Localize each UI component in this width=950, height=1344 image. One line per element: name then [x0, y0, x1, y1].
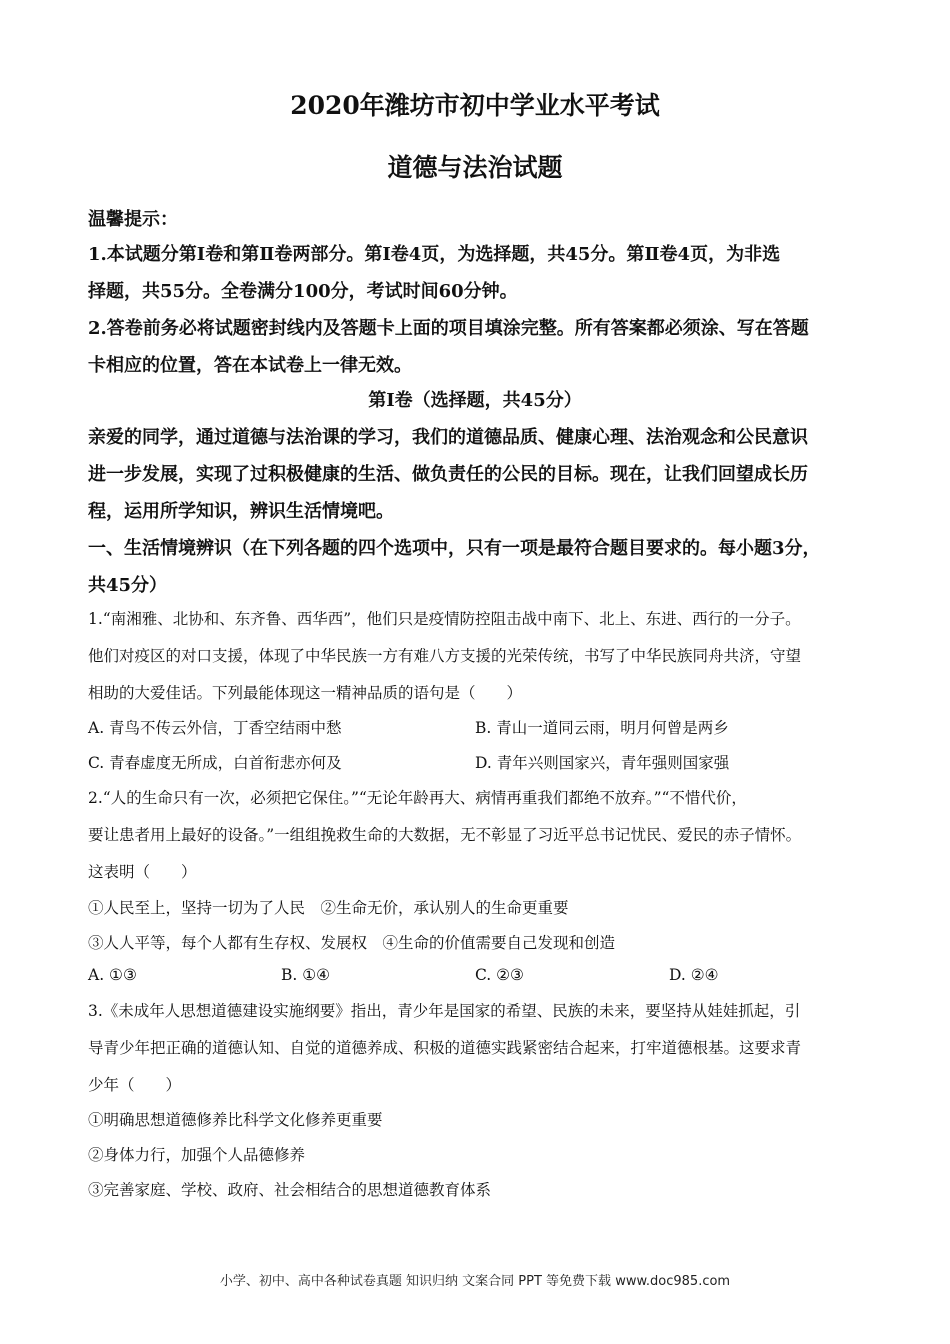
- notice-line: 2.答卷前务必将试题密封线内及答题卡上面的项目填涂完整。所有答案都必须涂、写在答题: [88, 318, 809, 339]
- option-c: C. ②③: [475, 966, 524, 984]
- statement-item: ②身体力行，加强个人品德修养: [88, 1146, 306, 1164]
- question-stem: 相助的大爱佳话。下列最能体现这一精神品质的语句是（ ）: [88, 684, 523, 702]
- option-b: B. 青山一道同云雨，明月何曾是两乡: [475, 719, 729, 737]
- statement-item: ①明确思想道德修养比科学文化修养更重要: [88, 1111, 383, 1129]
- section-intro-line: 程，运用所学知识，辨识生活情境吧。: [88, 501, 394, 522]
- section-title: 第Ⅰ卷（选择题，共45分）: [368, 390, 582, 411]
- notice-line: 择题，共55分。全卷满分100分，考试时间60分钟。: [88, 281, 518, 302]
- option-d: D. 青年兴则国家兴，青年强则国家强: [475, 754, 730, 772]
- question-stem: 2.“人的生命只有一次，必须把它保住。”“无论年龄再大、病情再重我们都绝不放弃。”“不惜代价，: [88, 789, 747, 807]
- option-a: A. 青鸟不传云外信，丁香空结雨中愁: [88, 719, 342, 737]
- statement-item: ③人人平等，每个人都有生存权、发展权 ④生命的价值需要自己发现和创造: [88, 934, 616, 952]
- question-stem: 少年（ ）: [88, 1076, 182, 1094]
- option-a: A. ①③: [88, 966, 137, 984]
- page-footer: 小学、初中、高中各种试卷真题 知识归纳 文案合同 PPT 等免费下载 www.doc985.com: [219, 1274, 731, 1289]
- question-stem: 他们对疫区的对口支援，体现了中华民族一方有难八方支援的光荣传统，书写了中华民族同舟共济，守望: [88, 647, 802, 665]
- option-b: B. ①④: [281, 966, 331, 984]
- question-stem: 3.《未成年人思想道德建设实施纲要》指出，青少年是国家的希望、民族的未来，要坚持从娃娃抓起，引: [88, 1002, 801, 1020]
- section-intro-line: 亲爱的同学，通过道德与法治课的学习，我们的道德品质、健康心理、法治观念和公民意识: [88, 427, 808, 448]
- option-c: C. 青春虚度无所成，白首衔悲亦何及: [88, 754, 342, 772]
- question-stem: 导青少年把正确的道德认知、自觉的道德养成、积极的道德实践紧密结合起来，打牢道德根基。这要求青: [88, 1039, 802, 1057]
- exam-subtitle: 道德与法治试题: [387, 153, 563, 182]
- notice-line: 卡相应的位置，答在本试卷上一律无效。: [88, 355, 412, 376]
- notice-line: 1.本试题分第Ⅰ卷和第Ⅱ卷两部分。第Ⅰ卷4页，为选择题，共45分。第Ⅱ卷4页，为非选: [88, 244, 781, 265]
- option-d: D. ②④: [669, 966, 719, 984]
- part-heading: 一、生活情境辨识（在下列各题的四个选项中，只有一项是最符合题目要求的。每小题3分，: [88, 538, 821, 559]
- statement-item: ③完善家庭、学校、政府、社会相结合的思想道德教育体系: [88, 1181, 492, 1199]
- exam-title: 2020年潍坊市初中学业水平考试: [290, 91, 660, 120]
- section-intro-line: 进一步发展，实现了过积极健康的生活、做负责任的公民的目标。现在，让我们回望成长历: [88, 464, 808, 485]
- statement-item: ①人民至上，坚持一切为了人民 ②生命无价，承认别人的生命更重要: [88, 899, 569, 917]
- part-heading: 共45分）: [88, 575, 168, 596]
- question-stem: 1.“南湘雅、北协和、东齐鲁、西华西”，他们只是疫情防控阻击战中南下、北上、东进、西行的一分子。: [88, 610, 801, 628]
- notice-heading: 温馨提示：: [88, 209, 178, 230]
- question-stem: 要让患者用上最好的设备。”一组组挽救生命的大数据，无不彰显了习近平总书记忧民、爱民的赤子情怀。: [88, 826, 802, 844]
- question-stem: 这表明（ ）: [88, 863, 197, 881]
